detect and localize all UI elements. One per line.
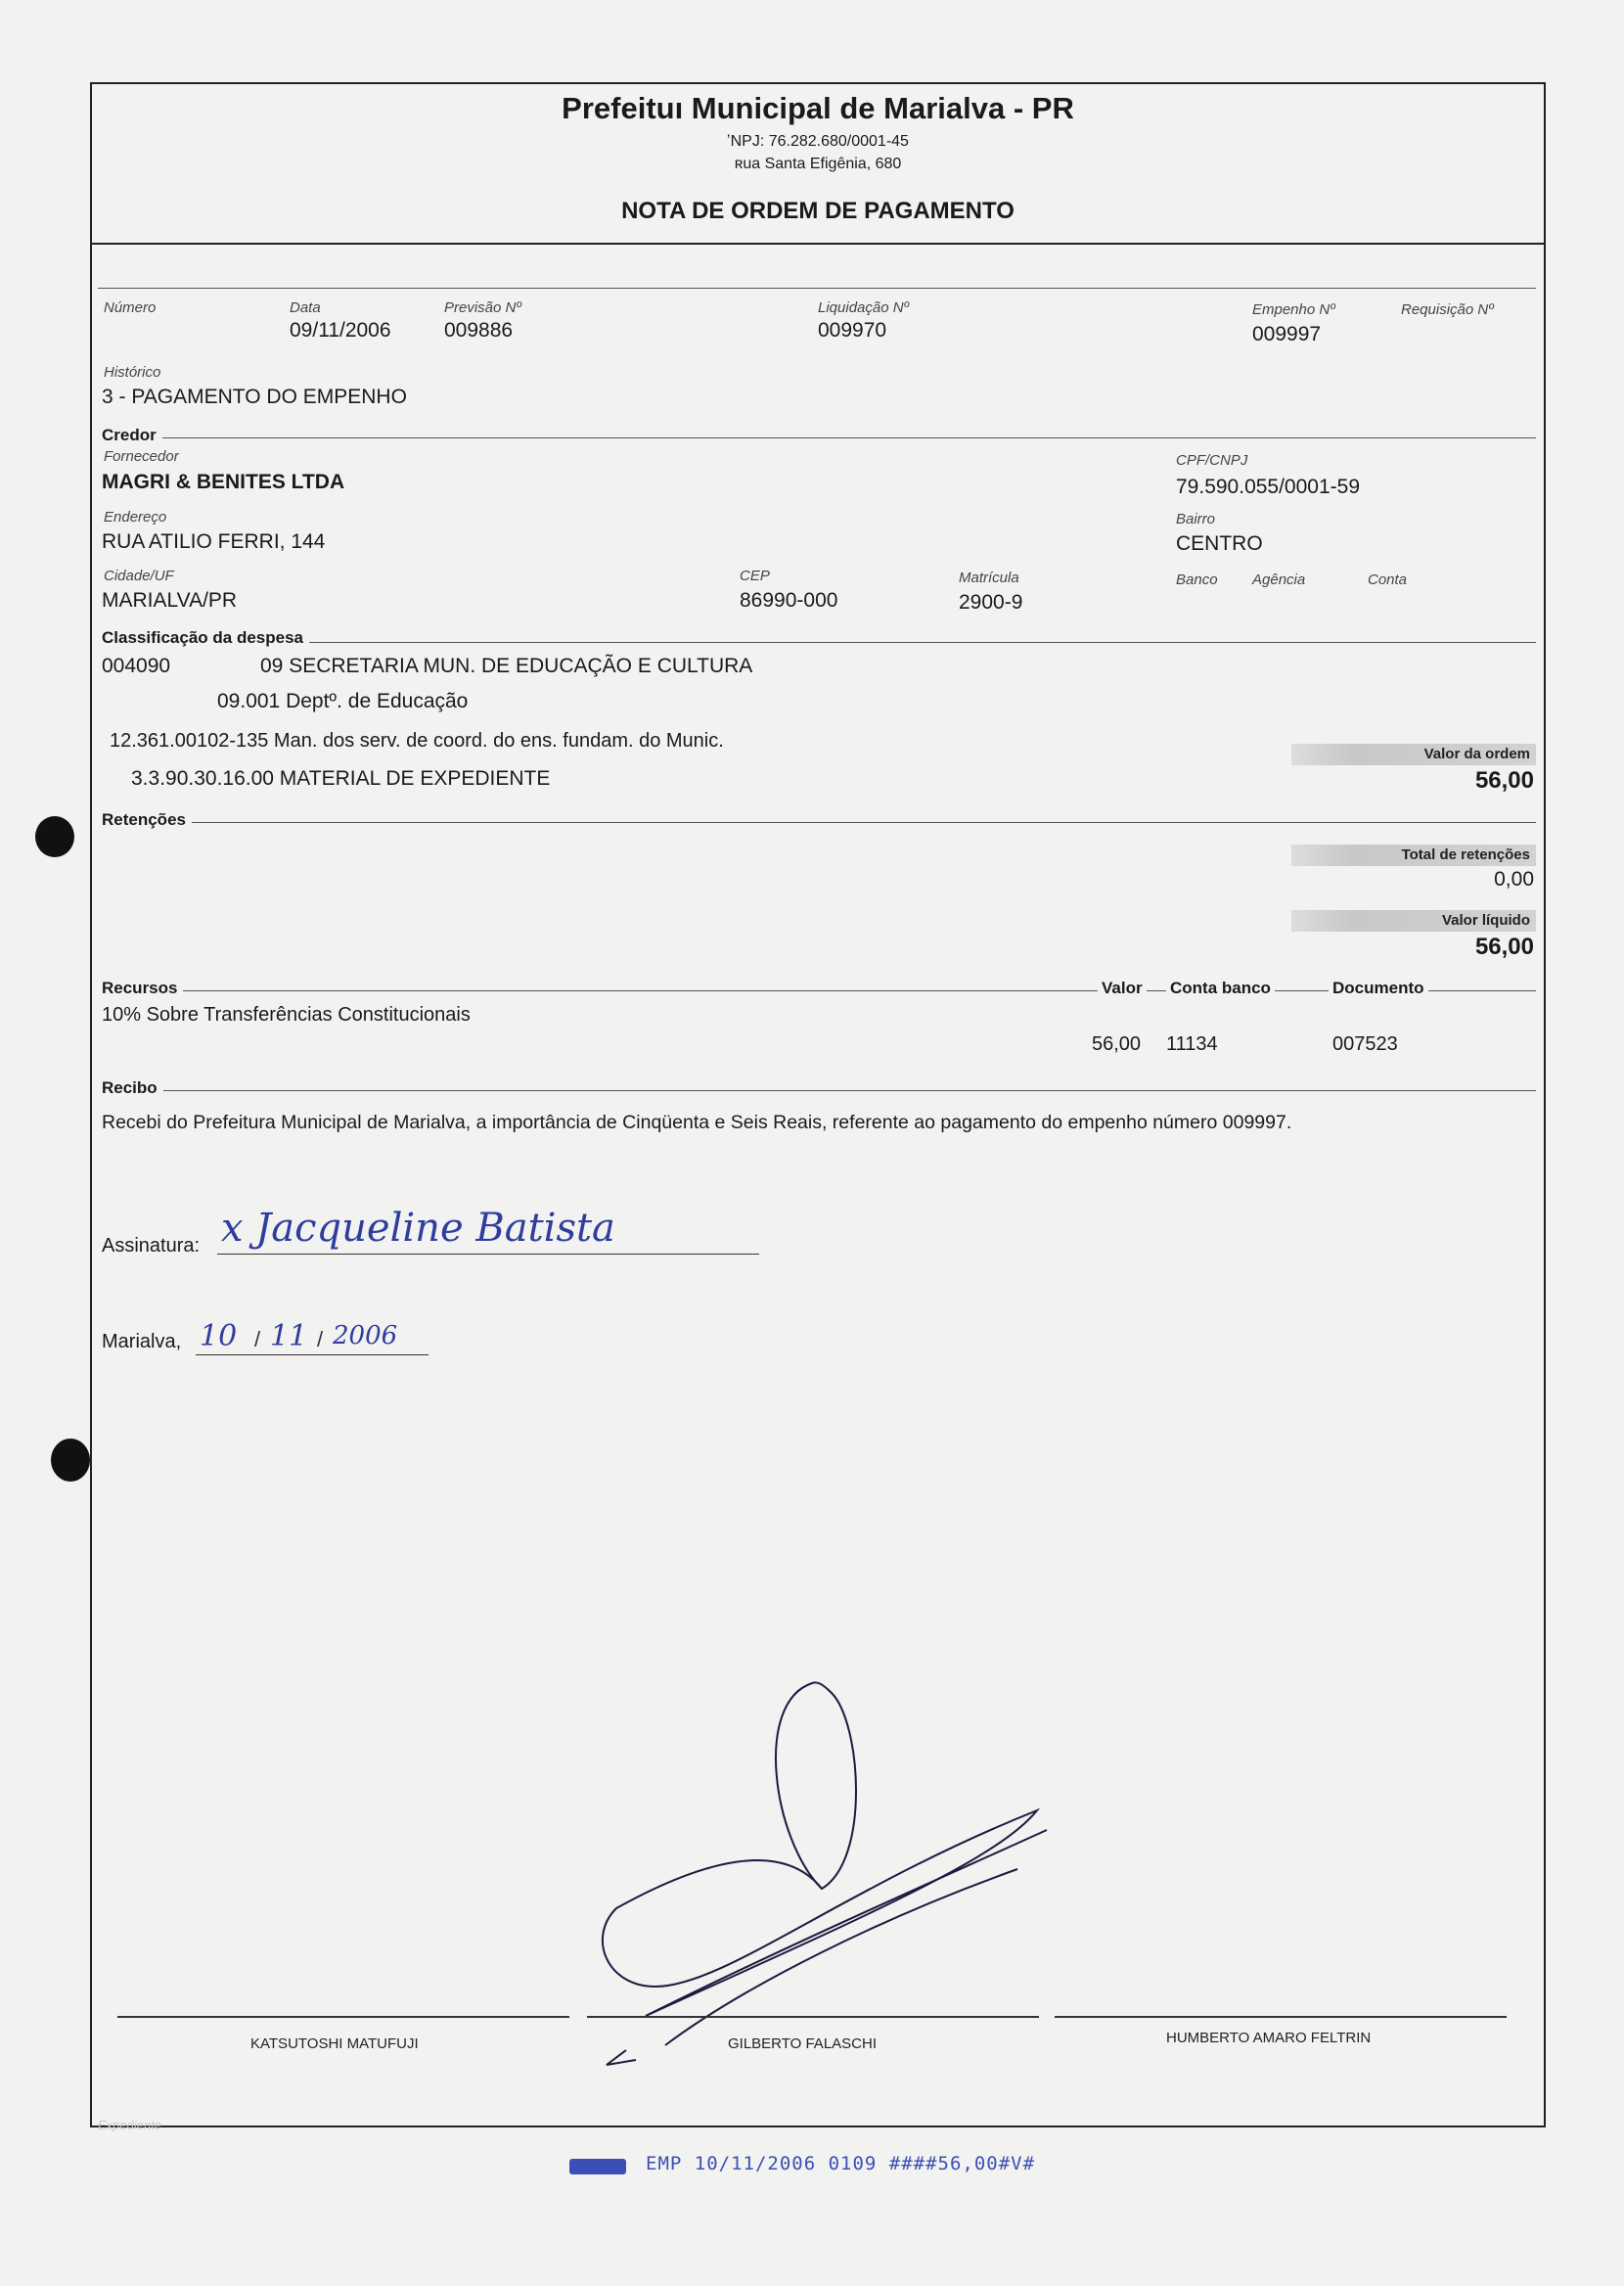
classificacao-rule [102,642,1536,643]
valor-ordem-value: 56,00 [1474,767,1534,794]
credor-section: Credor [102,426,162,445]
recursos-descricao: 10% Sobre Transferências Constitucionais [102,1004,471,1026]
endereco-label: Endereço [104,509,167,526]
punch-hole-top [35,816,74,857]
endereco-value: RUA ATILIO FERRI, 144 [102,530,326,553]
recursos-valor: 56,00 [1092,1033,1142,1055]
local-label: Marialva, [102,1331,182,1352]
header-divider [90,243,1546,245]
recibo-date-year: 2006 [333,1321,398,1350]
recibo-rule [102,1090,1536,1091]
retencoes-rule [102,822,1536,823]
recibo-text: Recebi do Prefeitura Municipal de Marialva, a importância de Cinqüenta e Seis Reais, referente ao pagamento do empenho número 009997. [102,1112,1292,1133]
recursos-documento: 007523 [1332,1033,1398,1055]
cidade-label: Cidade/UF [104,568,174,584]
total-retencoes-header [1291,845,1536,866]
punch-hole-bottom [51,1439,90,1482]
valor-liquido-label: Valor líquido [1441,912,1530,929]
secretaria: 09 SECRETARIA MUN. DE EDUCAÇÃO E CULTURA [260,655,753,677]
valor-ordem-label: Valor da ordem [1423,746,1530,762]
corner-label: Expediente [98,2118,162,2132]
recibo-date-day: 10 [200,1319,238,1353]
liquidacao-value: 009970 [818,319,887,342]
valor-liquido-header [1291,910,1536,932]
liquidacao-label: Liquidação Nº [818,299,910,316]
classificacao-section: Classificação da despesa [102,628,309,648]
header-title: Prefeituı Municipal de Marialva - PR [562,91,1074,125]
cep-label: CEP [740,568,770,584]
recibo-date-month: 11 [270,1319,308,1353]
signatory-3: HUMBERTO AMARO FELTRIN [1166,2030,1372,2046]
top-rule [98,288,1536,289]
recursos-section: Recursos [102,979,183,998]
banco-label: Banco [1176,572,1218,588]
credor-rule [102,437,1536,438]
matricula-label: Matrícula [959,570,1019,586]
recursos-conta-head: Conta banco [1166,979,1275,998]
departamento: 09.001 Deptº. de Educação [217,690,469,712]
valor-liquido-value: 56,00 [1474,934,1534,960]
header [90,86,1546,243]
handwritten-signature: x Jacqueline Batista [221,1206,615,1251]
retencoes-section: Retenções [102,810,192,830]
header-cnpj: ʼNPJ: 76.282.680/0001-45 [727,133,909,150]
payment-stamp: EMP 10/11/2006 0109 ####56,00#V# [646,2153,1036,2174]
empenho-label: Empenho Nº [1252,301,1335,318]
total-retencoes-value: 0,00 [1494,868,1534,891]
classificacao-code: 004090 [102,655,171,677]
bairro-value: CENTRO [1176,532,1263,555]
empenho-value: 009997 [1252,323,1322,345]
matricula-value: 2900-9 [959,591,1023,614]
programa: 12.361.00102-135 Man. dos serv. de coord. do ens. fundam. do Munic. [110,730,724,752]
requisicao-label: Requisição Nº [1401,301,1494,318]
signatory-1: KATSUTOSHI MATUFUJI [250,2035,419,2052]
agencia-label: Agência [1252,572,1306,588]
signatory-line-2 [587,2016,1039,2018]
conta-label: Conta [1368,572,1408,588]
historico-label: Histórico [104,364,161,381]
date-slash-2: / [317,1327,324,1351]
elemento: 3.3.90.30.16.00 MATERIAL DE EXPEDIENTE [131,767,551,790]
recursos-valor-head: Valor [1098,979,1147,998]
date-slash-1: / [254,1327,261,1351]
total-retencoes-label: Total de retenções [1401,846,1530,863]
signatory-line-3 [1055,2016,1507,2018]
bairro-label: Bairro [1176,511,1216,527]
cpf-label: CPF/CNPJ [1176,452,1248,469]
data-value: 09/11/2006 [290,319,391,342]
recursos-conta: 11134 [1166,1033,1218,1055]
header-address: ʀua Santa Efigênia, 680 [734,156,902,172]
cidade-value: MARIALVA/PR [102,589,238,612]
historico-value: 3 - PAGAMENTO DO EMPENHO [102,386,407,408]
recibo-section: Recibo [102,1078,163,1098]
recursos-documento-head: Documento [1329,979,1428,998]
fornecedor-value: MAGRI & BENITES LTDA [102,471,345,493]
valor-ordem-header [1291,744,1536,765]
cpf-value: 79.590.055/0001-59 [1176,476,1361,498]
previsao-label: Previsão Nº [444,299,521,316]
cep-value: 86990-000 [740,589,838,612]
signatory-2: GILBERTO FALASCHI [728,2035,877,2052]
fornecedor-label: Fornecedor [104,448,179,465]
numero-label: Número [104,299,157,316]
assinatura-line [217,1254,759,1255]
previsao-value: 009886 [444,319,514,342]
signatory-line-1 [117,2016,569,2018]
date-underline [196,1354,429,1355]
stamp-logo [569,2159,626,2174]
signature-flourish [587,1664,1057,2075]
doc-title: NOTA DE ORDEM DE PAGAMENTO [621,198,1015,224]
recursos-rule [102,990,1536,991]
assinatura-label: Assinatura: [102,1235,201,1257]
data-label: Data [290,299,321,316]
